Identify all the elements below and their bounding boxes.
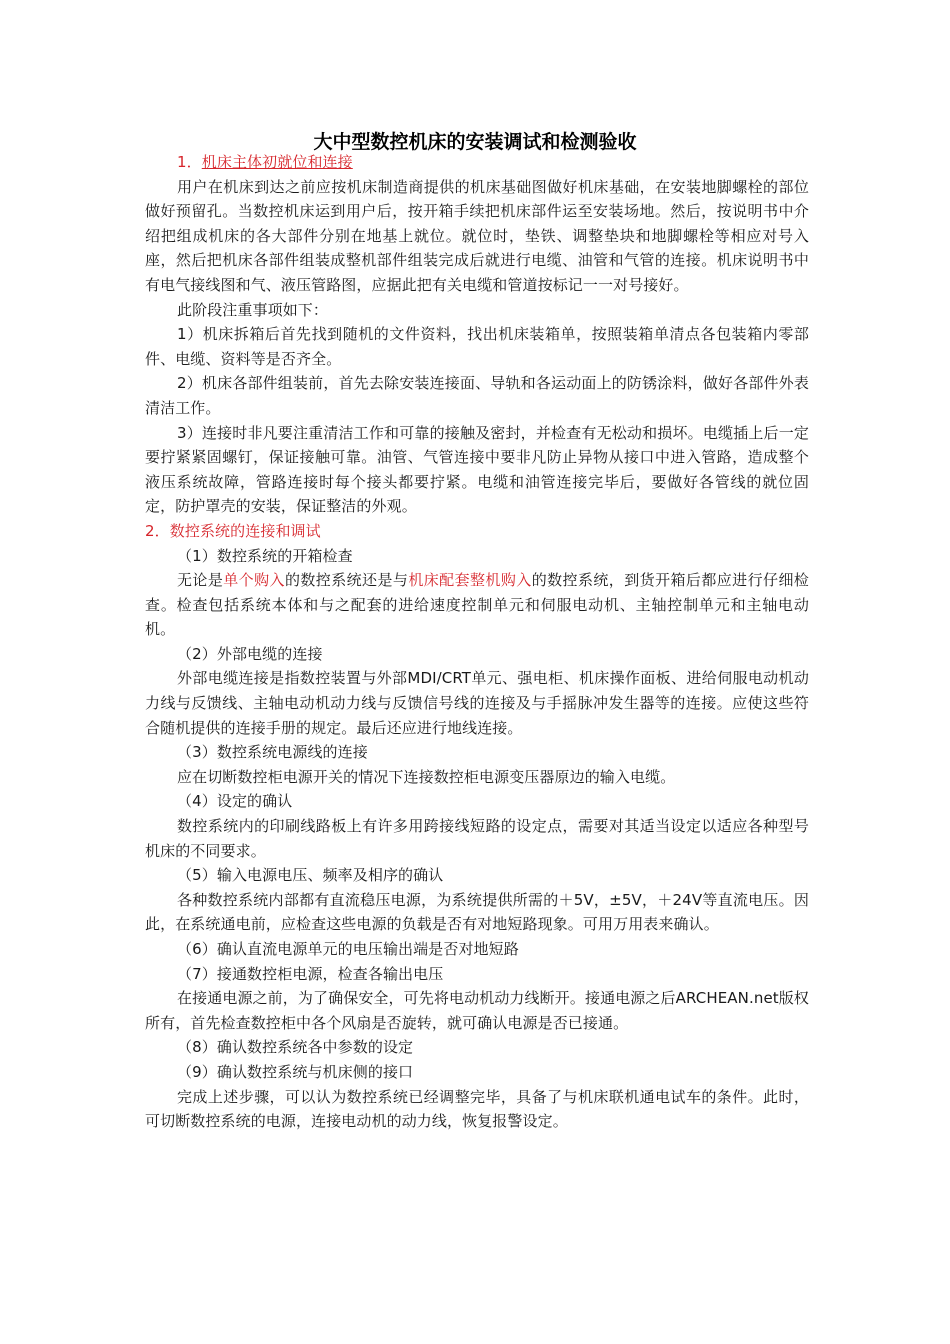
section-1-title: 机床主体初就位和连接 — [201, 153, 353, 171]
paragraph-7: 外部电缆连接是指数控装置与外部MDI/CRT单元、强电柜、机床操作面板、进给伺服电动机动力线与反馈线、主轴电动机动力线与反馈信号线的连接及与手摇脉冲发生器等的连接。应使这些符合随机提供的连接手册的规定。最后还应进行地线连接。 — [145, 669, 809, 737]
subheading-3: （3）数控系统电源线的连接 — [177, 743, 368, 762]
section-2-number: 2． — [145, 521, 170, 540]
paragraph-5: 3）连接时非凡要注重清洁工作和可靠的接触及密封，并检查有无松动和损坏。电缆插上后一定要拧紧紧固螺钉，保证接触可靠。油管、气管连接中要非凡防止异物从接口中进入管路，造成整个液压系统故障，管路连接时每个接头都要拧紧。电缆和油管连接完毕后，要做好各管线的就位固定，防护罩壳的安装，保证整洁的外观。 — [145, 423, 809, 516]
paragraph-9: 数控系统内的印刷线路板上有许多用跨接线短路的设定点，需要对其适当设定以适应各种型号机床的不同要求。 — [145, 817, 809, 860]
paragraph-6-part-a: 无论是 — [177, 571, 224, 590]
subheading-8: （8）确认数控系统各中参数的设定 — [177, 1038, 414, 1057]
paragraph-8: 应在切断数控柜电源开关的情况下连接数控柜电源变压器原边的输入电缆。 — [177, 767, 676, 786]
subheading-5: （5）输入电源电压、频率及相序的确认 — [177, 866, 444, 885]
section-2-title: 数控系统的连接和调试 — [169, 521, 321, 540]
paragraph-12: 完成上述步骤，可以认为数控系统已经调整完毕，具备了与机床联机通电试车的条件。此时，可切断数控系统的电源，连接电动机的动力线，恢复报警设定。 — [145, 1087, 809, 1131]
paragraph-6-highlight-2: 机床配套整机购入 — [408, 571, 532, 590]
subheading-2: （2）外部电缆的连接 — [177, 644, 323, 663]
subheading-1: （1）数控系统的开箱检查 — [177, 546, 353, 565]
subheading-9: （9）确认数控系统与机床侧的接口 — [177, 1062, 414, 1081]
subheading-7: （7）接通数控柜电源，检查各输出电压 — [177, 964, 444, 983]
paragraph-6-highlight-1: 单个购入 — [223, 571, 285, 590]
paragraph-2: 此阶段注重事项如下： — [177, 300, 329, 319]
subheading-4: （4）设定的确认 — [177, 792, 293, 811]
section-1-heading — [145, 150, 809, 175]
section-1-number: 1． — [177, 153, 202, 171]
paragraph-4: 2）机床各部件组装前，首先去除安装连接面、导轨和各运动面上的防锈涂料，做好各部件外表清洁工作。 — [145, 374, 809, 417]
paragraph-6-part-e: 的数控系统，到货开箱后都应进行仔细检查。检查包括系统本体和与之配套的进给速度控制单元和伺服电动机、主轴控制单元和主轴电动机。 — [145, 571, 809, 639]
paragraph-6 — [145, 568, 809, 642]
section-2-heading — [145, 519, 809, 544]
subheading-6: （6）确认直流电源单元的电压输出端是否对地短路 — [177, 940, 519, 958]
paragraph-1: 用户在机床到达之前应按机床制造商提供的机床基础图做好机床基础，在安装地脚螺栓的部位做好预留孔。当数控机床运到用户后，按开箱手续把机床部件运至安装场地。然后，按说明书中介绍把组成机床的各大部件分别在地基上就位。就位时，垫铁、调整垫块和地脚螺栓等相应对号入座，然后把机床各部件组装成整机部件组装完成后就进行电缆、油管和气管的连接。机床说明书中有电气接线图和气、液压管路图，应据此把有关电缆和管道按标记一一对号接好。 — [145, 177, 809, 294]
paragraph-3: 1）机床拆箱后首先找到随机的文件资料，找出机床装箱单，按照装箱单清点各包装箱内零部件、电缆、资料等是否齐全。 — [145, 325, 809, 368]
paragraph-11: 在接通电源之前，为了确保安全，可先将电动机动力线断开。接通电源之后ARCHEAN.net版权所有，首先检查数控柜中各个风扇是否旋转，就可确认电源是否已接通。 — [145, 989, 809, 1032]
document-body — [145, 150, 809, 1134]
document-title: 大中型数控机床的安装调试和检测验收 — [313, 131, 637, 153]
paragraph-6-part-c: 的数控系统还是与 — [284, 571, 409, 590]
paragraph-10: 各种数控系统内部都有直流稳压电源，为系统提供所需的＋5V，±5V，＋24V等直流电压。因此，在系统通电前，应检查这些电源的负载是否有对地短路现象。可用万用表来确认。 — [145, 890, 809, 934]
